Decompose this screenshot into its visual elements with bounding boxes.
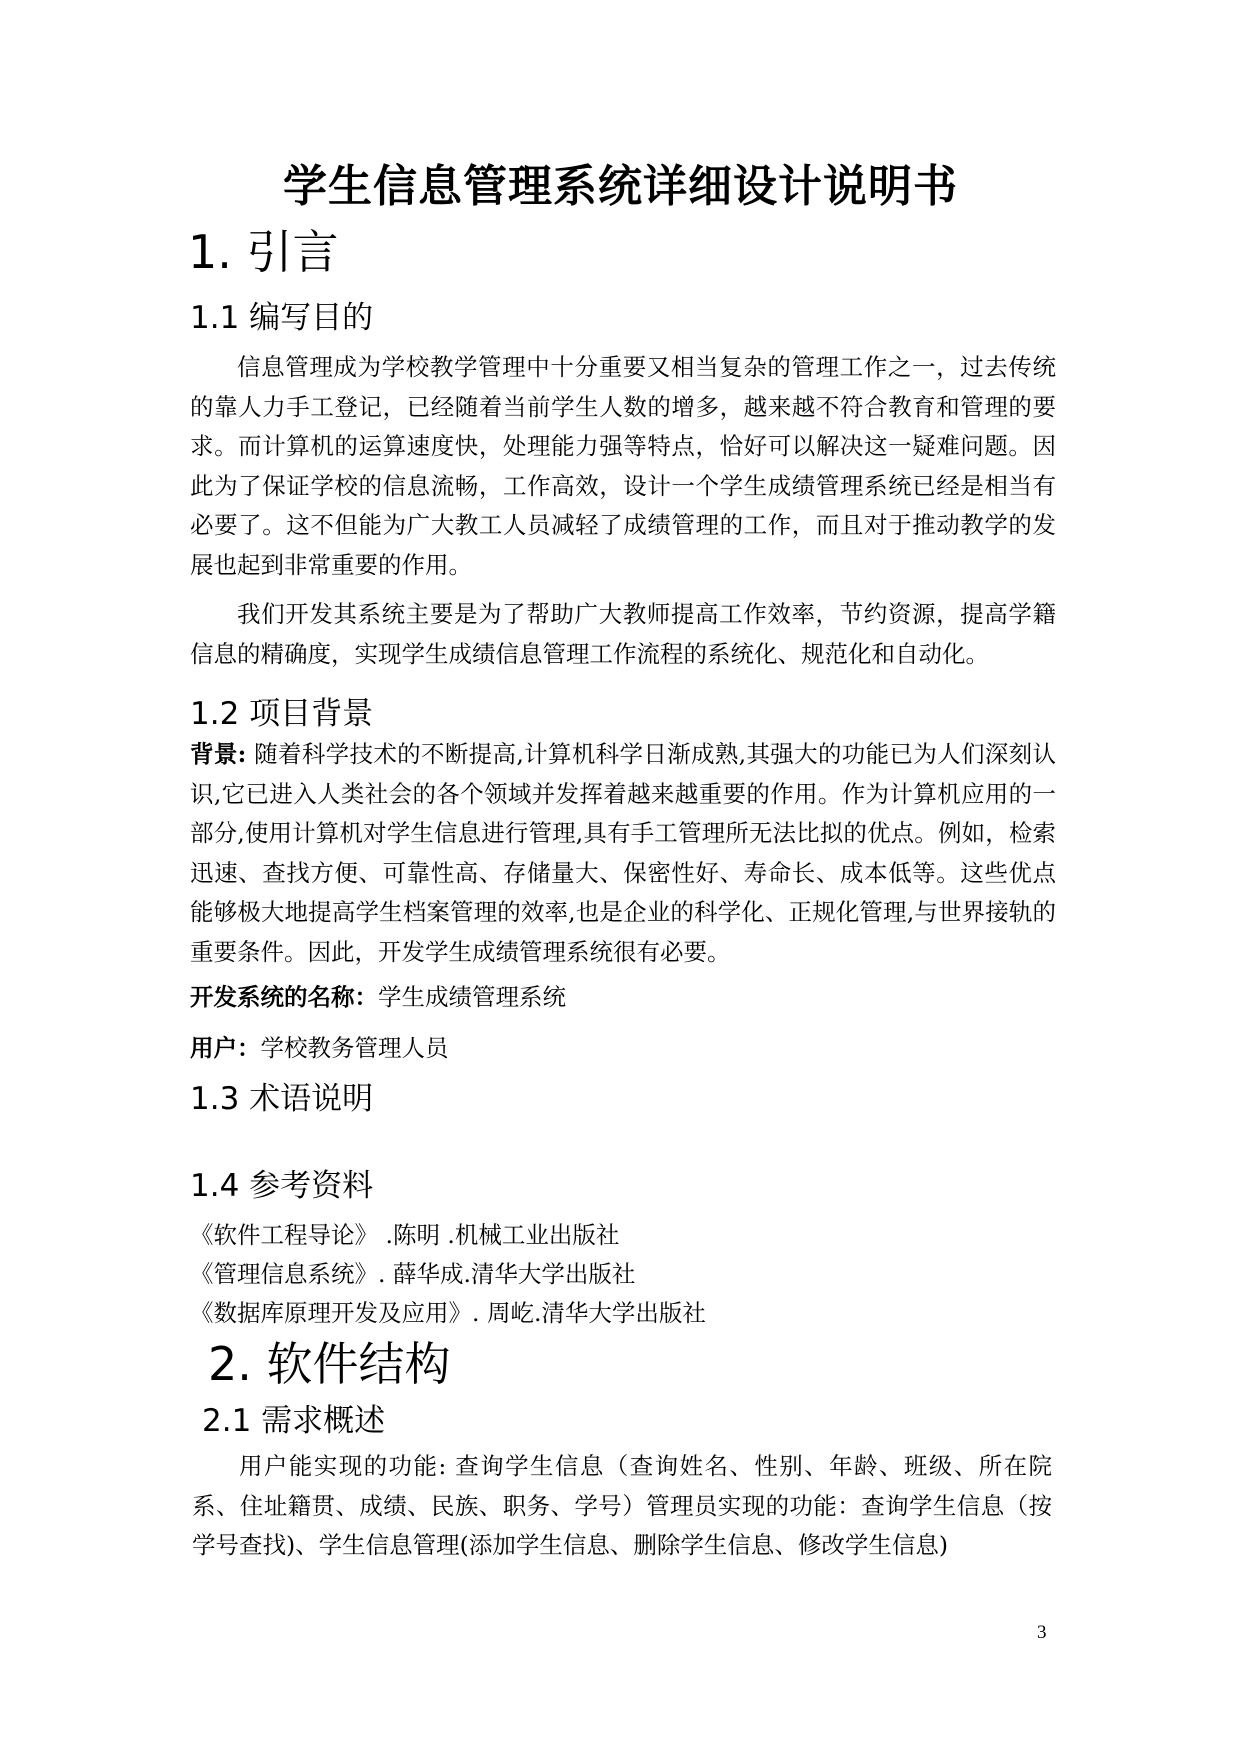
reference-list [190,1216,706,1333]
user-line [190,1029,449,1063]
page-number: 3 [1037,1622,1047,1643]
reference-item: 《管理信息系统》. 薛华成.清华大学出版社 [190,1260,636,1288]
system-name-label: 开发系统的名称： [190,983,378,1011]
reference-item: 《软件工程导论》 .陈明 .机械工业出版社 [190,1221,620,1249]
section-2-1-heading: 2.1 需求概述 [202,1403,386,1439]
section-1-1-paragraph-1: 信息管理成为学校教学管理中十分重要又相当复杂的管理工作之一，过去传统的靠人力手工登记，已经随着当前学生人数的增多，越来越不符合教育和管理的要求。而计算机的运算速度快，处理能力强等特点，恰好可以解决这一疑难问题。因此为了保证学校的信息流畅，工作高效，设计一个学生成绩管理系统已经是相当有必要了。这不但能为广大教工人员减轻了成绩管理的工作，而且对于推动教学的发展也起到非常重要的作用。 [190,353,1056,579]
section-1-heading: 1. 引言 [188,225,339,279]
system-name-line [190,978,566,1012]
background-paragraph [190,735,1056,972]
document-title: 学生信息管理系统详细设计说明书 [283,161,958,212]
system-name-value: 学生成绩管理系统 [378,983,566,1011]
reference-item: 《数据库原理开发及应用》. 周屹.清华大学出版社 [190,1299,706,1327]
section-1-3-heading: 1.3 术语说明 [190,1081,374,1117]
user-label: 用户： [190,1034,261,1062]
section-2-heading: 2. 软件结构 [208,1337,451,1391]
section-2-1-paragraph: 用户能实现的功能: 查询学生信息（查询姓名、性别、年龄、班级、所在院系、住址籍贯、成绩、民族、职务、学号）管理员实现的功能：查询学生信息（按学号查找)、学生信息管理(添加学生信息、删除学生信息、修改学生信息) [192,1452,1052,1559]
section-1-2-heading: 1.2 项目背景 [190,696,374,732]
background-label: 背景: [190,740,247,768]
background-text: 随着科学技术的不断提高,计算机科学日渐成熟,其强大的功能已为人们深刻认识,它已进入人类社会的各个领域并发挥着越来越重要的作用。作为计算机应用的一部分,使用计算机对学生信息进行管理,具有手工管理所无法比拟的优点。例如，检索迅速、查找方便、可靠性高、存储量大、保密性好、寿命长、成本低等。这些优点能够极大地提高学生档案管理的效率,也是企业的科学化、正规化管理,与世界接轨的重要条件。因此，开发学生成绩管理系统很有必要。 [190,740,1056,966]
section-1-4-heading: 1.4 参考资料 [190,1168,374,1204]
section-1-1-paragraph-2: 我们开发其系统主要是为了帮助广大教师提高工作效率，节约资源，提高学籍信息的精确度，实现学生成绩信息管理工作流程的系统化、规范化和自动化。 [190,600,1056,668]
section-1-1-heading: 1.1 编写目的 [190,300,374,336]
user-value: 学校教务管理人员 [260,1034,449,1062]
